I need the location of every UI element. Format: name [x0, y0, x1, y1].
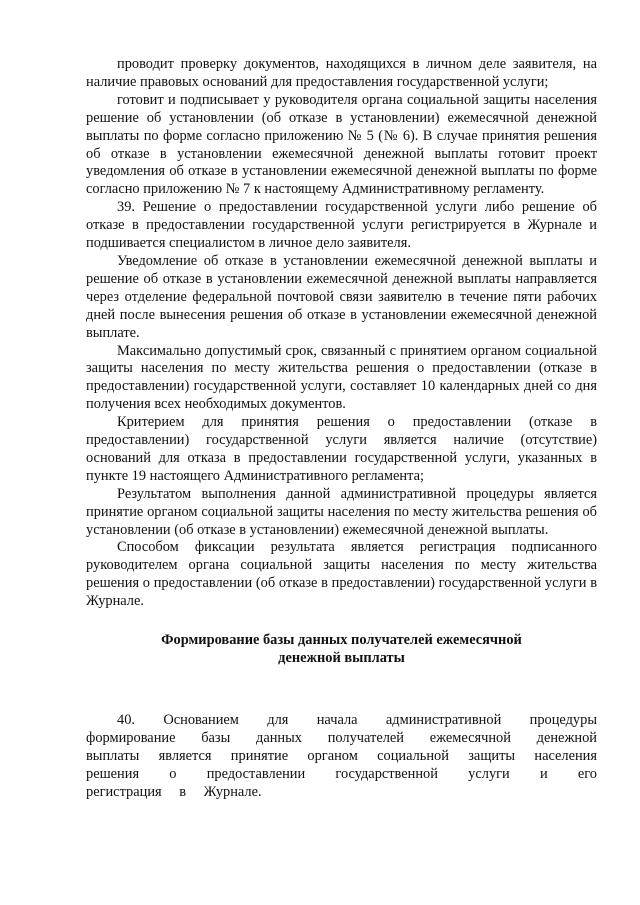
paragraph-prepare-decision: готовит и подписывает у руководителя органа социальной защиты населения решение об установлении (об отказе в установлении) ежемесячной денежной выплаты по форме согласно приложению № 5 (№ 6). В случае принятия решения об отказе в установлении ежемесячной денежной выплаты готовит проект уведомления об отказе в установлении ежемесячной денежной выплаты по форме согласно приложению № 7 к настоящему Административному регламенту.: [86, 91, 597, 198]
paragraph-refusal-notice: Уведомление об отказе в установлении ежемесячной денежной выплаты и решение об отказе в установлении ежемесячной денежной выплаты направляется через отделение федеральной почтовой связи заявителю в течение пяти рабочих дней после вынесения решения об отказе в установлении ежемесячной денежной выплате.: [86, 252, 597, 341]
section-heading-line-2: денежной выплаты: [278, 650, 405, 667]
section-heading-line-1: Формирование базы данных получателей ежемесячной: [161, 632, 522, 649]
document-page: [86, 56, 597, 802]
paragraph-max-term: Максимально допустимый срок, связанный с принятием органом социальной защиты населения по месту жительства решения о предоставлении (отказе в предоставлении) государственной услуги, составляет 10 календарных дней со дня получения всех необходимых документов.: [86, 342, 597, 413]
paragraph-document-check: проводит проверку документов, находящихся в личном деле заявителя, на наличие правовых оснований для предоставления государственной услуги;: [86, 56, 597, 90]
section-heading: [86, 631, 597, 667]
paragraph-decision-criterion: Критерием для принятия решения о предоставлении (отказе в предоставлении) государственной услуги является наличие (отсутствие) оснований для отказа в предоставлении государственной услуги, указанных в пункте 19 настоящего Административного регламента;: [86, 414, 597, 484]
spacer: [86, 667, 597, 712]
paragraph-39-registration: 39. Решение о предоставлении государственной услуги либо решение об отказе в предоставлении государственной услуги регистрируется в Журнале и подшивается специалистом в личное дело заявителя.: [86, 199, 597, 252]
paragraph-procedure-result: Результатом выполнения данной административной процедуры является принятие органом социальной защиты населения по месту жительства решения об установлении (об отказе в установлении) ежемесячной денежной выплаты.: [86, 485, 597, 538]
paragraph-40-basis: 40. Основанием для начала административной процедуры формирование базы данных получателей ежемесячной денежной выплаты является принятие органом социальной защиты населения решения о предоставлении государственной услуги и его регистрация в Журнале.: [86, 712, 597, 800]
paragraph-fixation-method: Способом фиксации результата является регистрация подписанного руководителем органа социальной защиты населения по месту жительства решения о предоставлении (об отказе в предоставлении) государственной услуги в Журнале.: [86, 539, 597, 610]
